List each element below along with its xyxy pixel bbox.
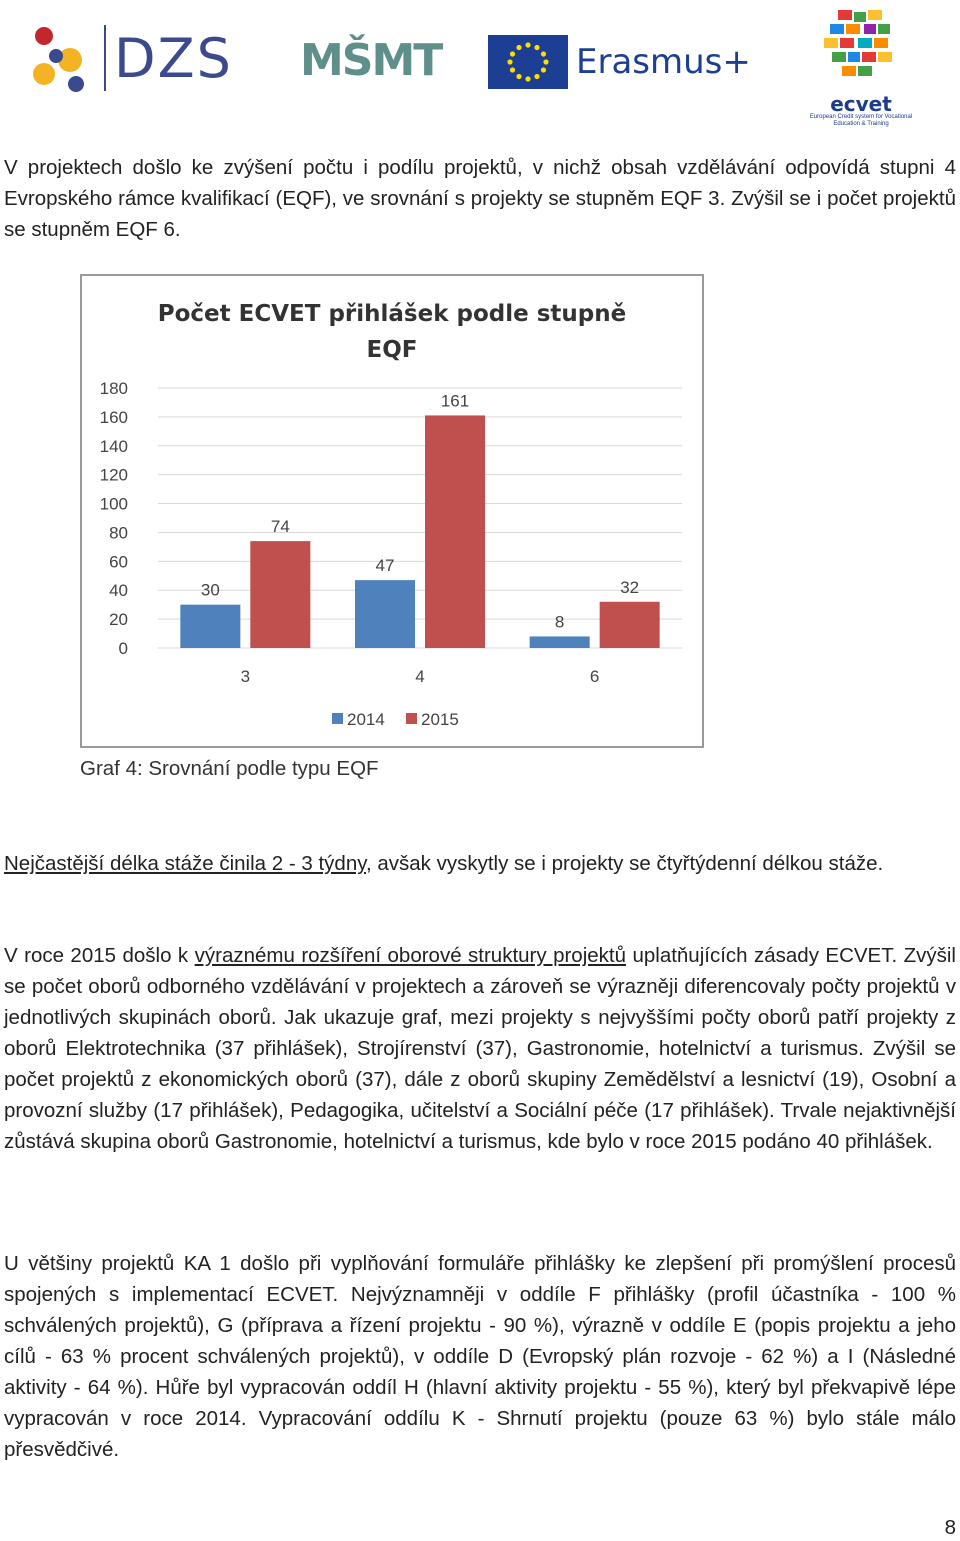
dzs-logo-text: DZS [114,26,233,90]
data-label: 161 [440,391,470,411]
data-label: 47 [375,556,395,576]
x-tick-label: 4 [415,667,425,686]
legend-label-2015: 2015 [421,710,459,729]
header-logos [0,0,960,140]
paragraph-eqf-intro: V projektech došlo ke zvýšení počtu i podílu projektů, v nichž obsah vzdělávání odpovídá stupni 4 Evropského rámce kvalifikací (EQF), ve srovnání s projekty se stupněm EQF 3. Zvýšil se i počet projektů se stupněm EQF 6. [4,156,956,241]
ecvet-logo [800,8,922,128]
y-tick-label: 160 [99,407,128,427]
paragraph-fields-structure [4,940,956,1157]
ecvet-logo-subtext: European Credit system for Vocational Education & Training [809,114,913,127]
dzs-logo [26,22,233,94]
y-tick-label: 20 [109,610,128,630]
page-number: 8 [944,1516,956,1539]
y-tick-label: 140 [99,436,128,456]
stay-length-rest: , avšak vyskytly se i projekty se čtyřtýdenní délkou stáže. [365,852,884,875]
data-label: 32 [620,577,640,597]
fields-structure-start: V roce 2015 došlo k [4,944,195,967]
paragraph-stay-length [4,848,956,879]
ecvet-logo-text: ecvet [830,92,892,116]
chart-title-line2: EQF [366,337,418,363]
msmt-logo-text: MŠMT [300,34,442,86]
y-tick-label: 120 [99,465,128,485]
eu-flag-icon [488,35,568,89]
legend-swatch-2015 [406,713,417,724]
msmt-logo [300,22,441,98]
erasmus-logo-text: Erasmus+ [576,42,751,82]
bar-2015-eqf-3 [250,541,310,648]
chart-plot [82,276,702,746]
data-label: 8 [554,612,565,632]
bar-2014-eqf-6 [530,636,590,648]
eqf-chart [80,274,704,748]
y-tick-label: 80 [109,523,128,543]
y-tick-label: 180 [99,379,128,398]
bar-2014-eqf-4 [355,580,415,648]
bar-2015-eqf-4 [425,415,485,648]
bar-2014-eqf-3 [180,605,240,648]
y-tick-label: 40 [109,581,128,601]
stay-length-highlight: Nejčastější délka stáže činila 2 - 3 týdny [4,852,366,875]
y-tick-label: 60 [109,552,128,572]
legend-label-2014: 2014 [347,710,385,729]
bar-2015-eqf-6 [600,602,660,648]
paragraph-application-quality: U většiny projektů KA 1 došlo při vyplňování formuláře přihlášky ke zlepšení při promýšlení procesů spojených s implementací ECVET. Nejvýznamněji v oddíle F přihlášky (profil účastníka - 100 % schválených projektů), G (příprava a řízení projektu - 90 %), výrazně v oddíle E (popis projektu a jeho cílů - 63 % procent schválených projektů), v oddíle D (Evropský plán rozvoje - 62 %) a I (Následné aktivity - 64 %). Hůře byl vypracován oddíl H (hlavní aktivity projektu - 55 %), který byl překvapivě lépe vypracován v roce 2014. Vypracování oddílu K - Shrnutí projektu (pouze 63 %) bylo stále málo přesvědčivé. [4,1252,956,1461]
y-tick-label: 100 [99,494,128,514]
erasmus-logo [488,34,751,90]
x-tick-label: 6 [589,667,600,686]
dzs-mark-icon [26,22,96,94]
ecvet-mosaic-icon [818,8,902,86]
data-label: 30 [200,580,220,600]
legend-swatch-2014 [332,713,343,724]
fields-structure-highlight: výraznému rozšíření oborové struktury projektů [194,944,627,967]
data-label: 74 [270,517,290,537]
chart-title-line1: Počet ECVET přihlášek podle stupně [157,301,627,327]
x-tick-label: 3 [240,667,251,686]
fields-structure-rest: uplatňujících zásady ECVET. Zvýšil se počet oborů odborného vzdělávání v projektech a zároveň se výrazněji diferencovaly počty projektů v jednotlivých skupinách oborů. Jak ukazuje graf, mezi projekty s nejvyššími počty oborů patří projekty z oborů Elektrotechnika (37 přihlášek), Strojírenství (37), Gastronomie, hotelnictví a turismus. Zvýšil se počet projektů z ekonomických oborů (37), dále z oborů skupiny Zemědělství a lesnictví (19), Osobní a provozní služby (17 přihlášek), Pedagogika, učitelství a Sociální péče (17 přihlášek). Trvale nejaktivnější zůstává skupina oborů Gastronomie, hotelnictví a turismus, kde bylo v roce 2015 podáno 40 přihlášek. [4,944,956,1153]
chart-caption: Graf 4: Srovnání podle typu EQF [80,757,379,780]
y-tick-label: 0 [118,639,128,658]
